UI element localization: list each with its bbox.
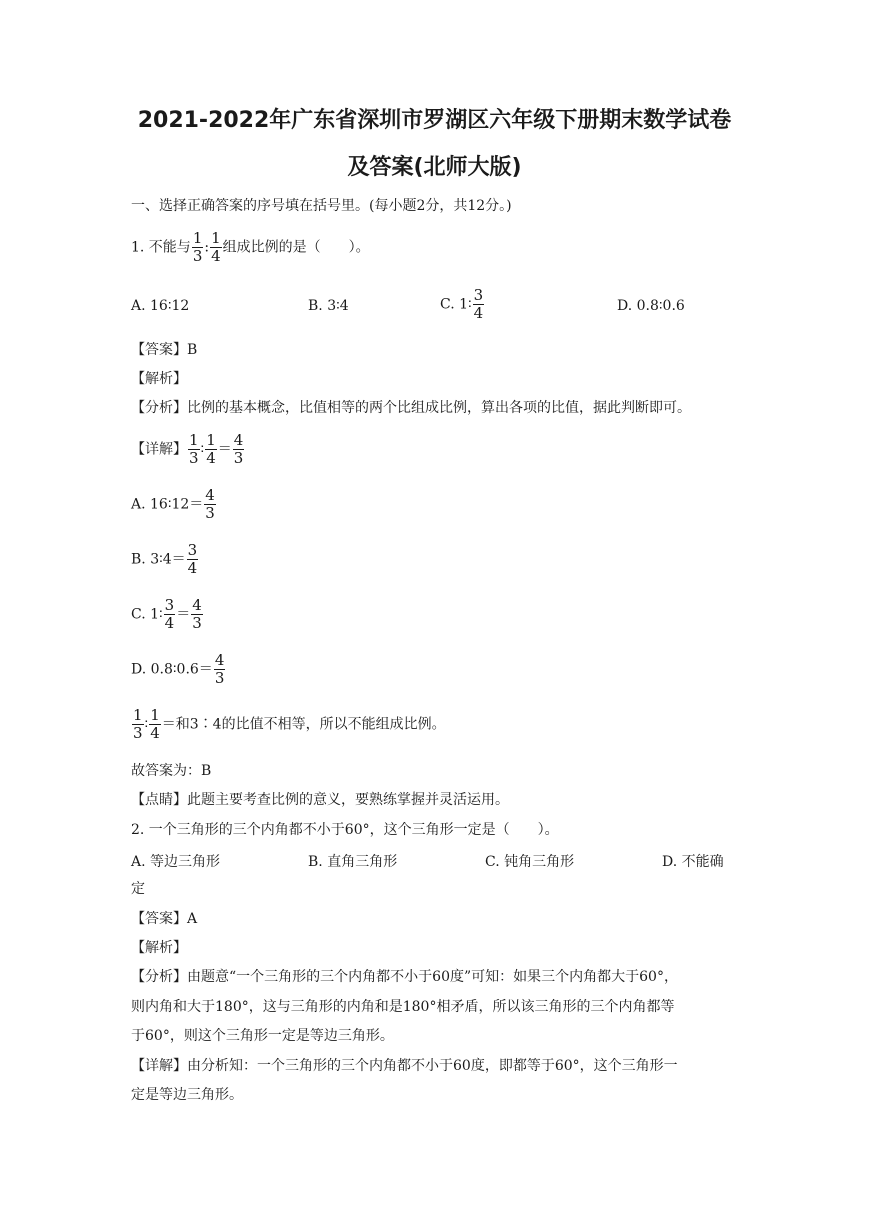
q1-xiangjie: 【详解】 $\frac{1}{3}$ ∶ $\frac{1}{4}$ ＝ $\frac{4}{3}$: [131, 431, 244, 467]
q1-option-c: C. 1∶ $\frac{3}{4}$: [440, 286, 484, 322]
q1-suffix: 组成比例的是（ ）。: [222, 239, 370, 256]
document-title-line1: 2021-2022年广东省深圳市罗湖区六年级下册期末数学试卷: [137, 108, 732, 133]
fraction: $\frac{1}{4}$: [211, 229, 221, 265]
q1-final-answer: 故答案为：B: [131, 763, 212, 779]
fraction: $\frac{4}{3}$: [205, 486, 215, 522]
q2-answer: 【答案】A: [131, 911, 198, 927]
q2-xiangjie-line1: 【详解】由分析知：一个三角形的三个内角都不小于60度，即都等于60°，这个三角形一: [131, 1058, 678, 1074]
fraction: $\frac{3}{4}$: [473, 286, 484, 322]
fraction: $\frac{3}{4}$: [164, 596, 175, 632]
q1-answer: 【答案】B: [131, 342, 198, 358]
q1-line-c: C. 1∶ $\frac{3}{4}$ ＝ $\frac{4}{3}$: [131, 596, 202, 632]
fraction: $\frac{4}{3}$: [192, 596, 202, 632]
document-title-line2: 及答案(北师大版): [347, 155, 522, 180]
q2-xiangjie-line2: 定是等边三角形。: [131, 1087, 243, 1103]
q1-conclusion: $\frac{1}{3}$ ∶ $\frac{1}{4}$ ＝和3∶4的比值不相等，所以不能组成比例。: [133, 706, 446, 742]
q2-option-a: A. 等边三角形: [131, 854, 221, 870]
q1-line-a: A. 16∶12＝ $\frac{4}{3}$: [131, 486, 215, 522]
q2-analysis-label: 【解析】: [131, 940, 187, 956]
q1-option-d: D. 0.8∶0.6: [617, 298, 685, 314]
fraction: $\frac{1}{4}$: [150, 706, 160, 742]
q1-option-a: A. 16∶12: [131, 298, 190, 314]
fraction: $\frac{4}{3}$: [233, 431, 244, 467]
q2-option-c: C. 钝角三角形: [485, 854, 575, 870]
fraction: $\frac{3}{4}$: [187, 541, 198, 577]
q1-dianjing: 【点睛】此题主要考查比例的意义，要熟练掌握并灵活运用。: [131, 792, 509, 808]
q2-fenxi-line3: 于60°，则这个三角形一定是等边三角形。: [131, 1028, 394, 1044]
fraction: $\frac{4}{3}$: [214, 651, 225, 687]
fraction: $\frac{1}{3}$: [133, 706, 143, 742]
q2-option-d: D. 不能确: [662, 854, 724, 870]
q1-analysis-label: 【解析】: [131, 371, 187, 387]
fraction: $\frac{1}{3}$: [189, 431, 199, 467]
q1-prefix: 1. 不能与: [131, 239, 191, 256]
q1-colon: :: [204, 239, 210, 256]
q2-option-d-wrap: 定: [131, 881, 145, 897]
q1-fenxi: 【分析】比例的基本概念，比值相等的两个比组成比例，算出各项的比值，据此判断即可。: [131, 400, 691, 416]
question-2-stem: 2. 一个三角形的三个内角都不小于60°，这个三角形一定是（ ）。: [131, 822, 559, 838]
q2-option-b: B. 直角三角形: [308, 854, 398, 870]
fraction: $\frac{1}{4}$: [206, 431, 216, 467]
q2-fenxi-line2: 则内角和大于180°，这与三角形的内角和是180°相矛盾，所以该三角形的三个内角都等: [131, 999, 675, 1015]
fraction: $\frac{1}{3}$: [192, 229, 203, 265]
q1-line-b: B. 3∶4＝ $\frac{3}{4}$: [131, 541, 198, 577]
section-heading: 一、选择正确答案的序号填在括号里。(每小题2分，共12分。): [131, 198, 512, 214]
q2-fenxi-line1: 【分析】由题意“一个三角形的三个内角都不小于60度”可知：如果三个内角都大于60°，: [131, 969, 678, 985]
q1-line-d: D. 0.8∶0.6＝ $\frac{4}{3}$: [131, 651, 225, 687]
question-1-stem: [131, 230, 370, 265]
q1-option-b: B. 3∶4: [308, 298, 349, 314]
